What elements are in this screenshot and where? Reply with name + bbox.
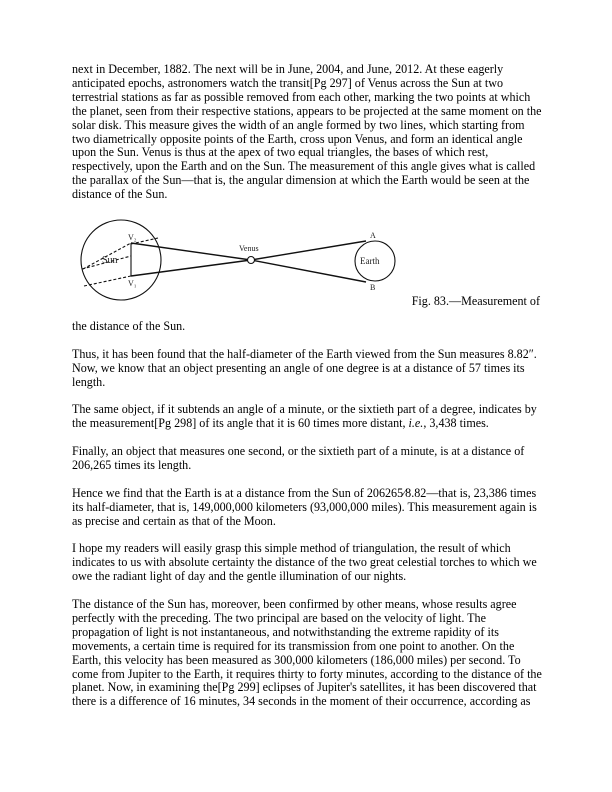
ray-venus-b xyxy=(251,260,366,282)
v2-label: V₂ xyxy=(128,232,137,242)
paragraph-transit-of-venus: next in December, 1882. The next will be in June, 2004, and June, 2012. At these eagerly anticipated epochs, astronomers watch the transit[Pg 297] of Venus across the Sun at two terrestrial stations as far as possible removed from each other, marking the two points at which the planet, seen from their respective stations, appears to be projected at the same moment on the solar disk. This measure gives the width of an angle formed by two lines, which starting from two diametrically opposite points of the Earth, cross upon Venus, and form an identical angle upon the Sun. Venus is thus at the apex of two equal triangles, the bases of which rest, respectively, upon the Earth and on the Sun. The measurement of this angle gives what is called the parallax of the Sun—that is, the angular dimension at which the Earth would be seen at the distance of the Sun. xyxy=(72,62,542,202)
italic-ie: i.e. xyxy=(408,416,424,431)
venus-label: Venus xyxy=(239,243,259,253)
paragraph-minute-angle xyxy=(72,403,544,431)
figure-caption: Fig. 83.—Measurement of xyxy=(411,293,540,308)
text-span: The same object, if it subtends an angle of a minute, or the sixtieth part of a degree, indicates by the measurement[Pg 298] of its angle that it is 60 times more distant, xyxy=(72,402,537,431)
figure-83 xyxy=(72,216,544,320)
v1-label: V₁ xyxy=(128,278,137,288)
paragraph-velocity-of-light: The distance of the Sun has, moreover, been confirmed by other means, whose results agree perfectly with the preceding. The two principal are based on the velocity of light. The propagation of light is not instantaneous, and notwithstanding the extreme rapidity of its movements, a certain time is required for its transmission from one point to another. On the Earth, this velocity has been measured as 300,000 kilometers (186,000 miles) per second. To come from Jupiter to the Earth, it requires thirty to forty minutes, according to the distance of the planet. Now, in examining the[Pg 299] eclipses of Jupiter's satellites, it has been discovered that there is a difference of 16 minutes, 34 seconds in the moment of their occurrence, according as xyxy=(72,596,542,709)
a-label: A xyxy=(370,230,376,240)
ray-v1-venus xyxy=(131,260,251,276)
paragraph-one-second: Finally, an object that measures one second, or the sixtieth part of a minute, is at a distance of 206,265 times its length. xyxy=(72,444,525,472)
sun-chord-lower xyxy=(84,276,131,286)
venus-circle xyxy=(248,256,255,263)
paragraph-earth-distance: Hence we find that the Earth is at a distance from the Sun of 206265⁄8.82—that is, 23,386 times its half-diameter, that is, 149,000,000 kilometers (93,000,000 miles). This measurement again is as precise and certain as that of the Moon. xyxy=(72,485,537,528)
parallax-diagram xyxy=(74,216,404,312)
paragraph-triangulation: I hope my readers will easily grasp this simple method of triangulation, the result of which indicates to us with absolute certainty the distance of the two great celestial torches to which we owe the radiant light of day and the gentle illumination of our nights. xyxy=(72,541,537,584)
earth-label: Earth xyxy=(360,255,380,266)
text-span: , 3,438 times. xyxy=(423,416,489,431)
sun-label: Sun xyxy=(102,254,118,266)
sun-circle xyxy=(81,220,161,300)
paragraph-half-diameter: Thus, it has been found that the half-diameter of the Earth viewed from the Sun measures 8.82″. Now, we know that an object presenting an angle of one degree is at a distance of 57 times its length. xyxy=(72,346,537,389)
figure-caption-continued: the distance of the Sun. xyxy=(72,318,186,333)
ray-venus-a xyxy=(251,241,366,260)
ray-v2-venus xyxy=(131,243,251,260)
b-label: B xyxy=(370,282,376,292)
document-page xyxy=(72,63,544,723)
